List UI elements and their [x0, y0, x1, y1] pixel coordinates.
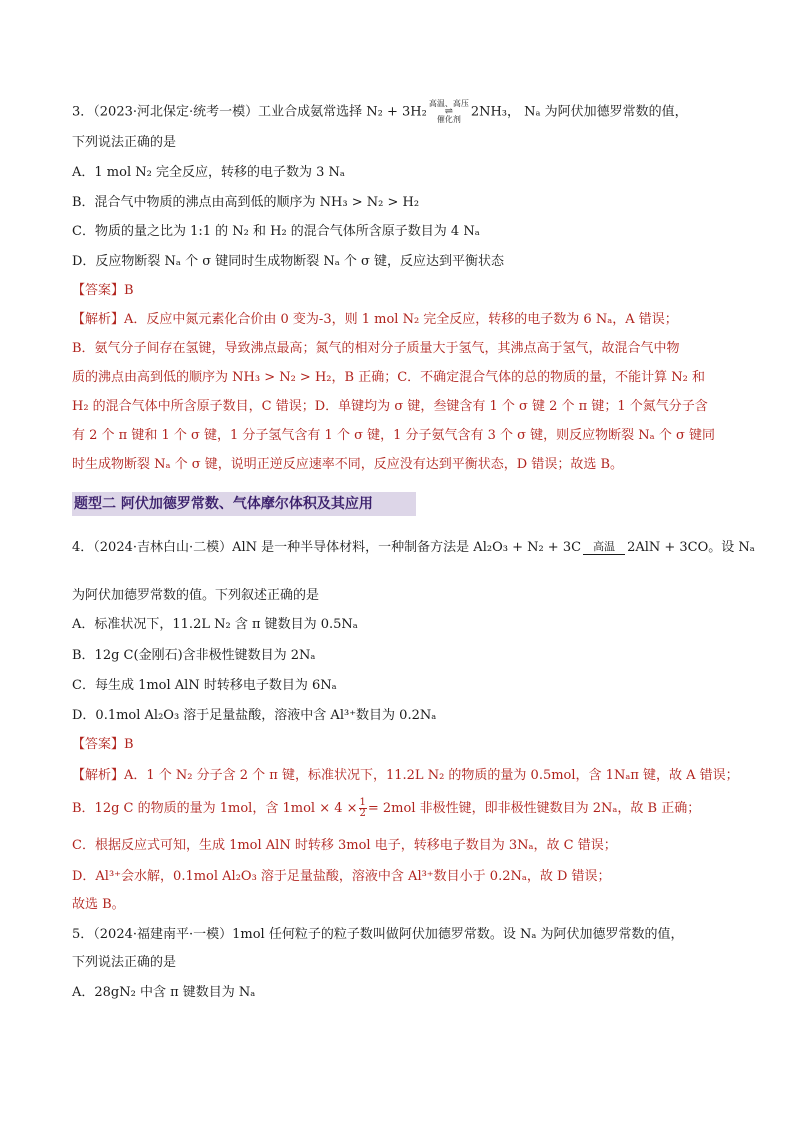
section-title: 题型二 阿伏加德罗常数、气体摩尔体积及其应用	[74, 496, 373, 512]
q3-stem-pre: 3．（2023·河北保定·统考一模）工业合成氨常选择 N₂ + 3H₂	[72, 104, 427, 120]
q4-option-a: A．标准状况下，11.2L N₂ 含 π 键数目为 0.5Nₐ	[72, 617, 358, 632]
q4-stem-line-2: 为阿伏加德罗常数的值。下列叙述正确的是	[72, 588, 320, 603]
q4-answer: 【答案】B	[72, 737, 134, 752]
q3-explanation-4: H₂ 的混合气体中所含原子数目，C 错误；D．单键均为 σ 键，叁键含有 1 个 σ 键 2 个 π 键；1 个氮气分子含	[72, 399, 708, 414]
q3-stem-line-2: 下列说法正确的是	[72, 135, 177, 150]
q4-explanation-2-post: = 2mol 非极性键，即非极性键数目为 2Nₐ，故 B 正确；	[367, 801, 701, 816]
fraction-one-half: $\frac{1}{2}$	[359, 797, 366, 819]
q4-explanation-3: C．根据反应式可知，生成 1mol AlN 时转移 3mol 电子，转移电子数目为 3Nₐ，故 C 错误；	[72, 838, 617, 853]
q4-option-d: D．0.1mol Al₂O₃ 溶于足量盐酸，溶液中含 Al³⁺数目为 0.2Nₐ	[72, 708, 437, 723]
q4-option-b: B．12g C(金刚石)含非极性键数目为 2Nₐ	[72, 648, 316, 663]
q3-option-c: C．物质的量之比为 1:1 的 N₂ 和 H₂ 的混合气体所含原子数目为 4 Nₐ	[72, 224, 480, 239]
q4-explanation-2-pre: B．12g C 的物质的量为 1mol，含 1mol × 4 ×	[72, 801, 358, 816]
reaction-condition: 高温、高压 ⇌ 催化剂	[428, 99, 469, 124]
q4-explanation-5: 故选 B。	[72, 897, 125, 912]
q4-stem-line-1	[72, 538, 755, 558]
q3-option-b: B．混合气中物质的沸点由高到低的顺序为 NH₃ > N₂ > H₂	[72, 195, 420, 210]
q4-explanation-4: D．Al³⁺会水解，0.1mol Al₂O₃ 溶于足量盐酸，溶液中含 Al³⁺数目小于 0.2Nₐ，故 D 错误；	[72, 869, 611, 884]
q4-explanation-2	[72, 798, 700, 819]
q3-explanation-1: 【解析】A．反应中氮元素化合价由 0 变为-3，则 1 mol N₂ 完全反应，转移的电子数为 6 Nₐ，A 错误；	[72, 312, 678, 327]
q3-explanation-2: B．氨气分子间存在氢键，导致沸点最高；氮气的相对分子质量大于氢气，其沸点高于氢气，故混合气中物	[72, 341, 680, 356]
q3-explanation-5: 有 2 个 π 键和 1 个 σ 键，1 分子氢气含有 1 个 σ 键，1 分子氨气含有 3 个 σ 键，则反应物断裂 Nₐ 个 σ 键同	[72, 428, 715, 443]
reaction-condition-high-temp: 高温	[583, 541, 625, 555]
equilibrium-arrow-icon: ⇌	[444, 106, 454, 117]
q3-stem-line-1	[72, 100, 688, 124]
q3-option-d: D．反应物断裂 Nₐ 个 σ 键同时生成物断裂 Nₐ 个 σ 键，反应达到平衡状态	[72, 254, 505, 269]
q3-explanation-3: 质的沸点由高到低的顺序为 NH₃ > N₂ > H₂，B 正确；C．不确定混合气体的总的物质的量，不能计算 N₂ 和	[72, 370, 705, 385]
q5-option-a: A．28gN₂ 中含 π 键数目为 Nₐ	[72, 985, 256, 1000]
q4-stem-pre: 4．（2024·吉林白山·二模）AlN 是一种半导体材料，一种制备方法是 Al₂O₃ + N₂ + 3C	[72, 540, 582, 555]
q3-answer: 【答案】B	[72, 283, 134, 298]
reaction-arrow-line	[583, 554, 625, 555]
q5-stem-line-1: 5．（2024·福建南平·一模）1mol 任何粒子的粒子数叫做阿伏加德罗常数。设 Nₐ 为阿伏加德罗常数的值，	[72, 927, 684, 942]
q3-explanation-6: 时生成物断裂 Nₐ 个 σ 键，说明正逆反应速率不同，反应没有达到平衡状态，D 错误；故选 B。	[72, 457, 624, 472]
q4-stem-post: 2AlN + 3CO。设 Nₐ	[627, 540, 755, 555]
q4-option-c: C．每生成 1mol AlN 时转移电子数目为 6Nₐ	[72, 678, 337, 693]
q5-stem-line-2: 下列说法正确的是	[72, 955, 177, 970]
q3-stem-post: 2NH₃， Nₐ 为阿伏加德罗常数的值，	[470, 104, 688, 120]
q3-option-a: A．1 mol N₂ 完全反应，转移的电子数为 3 Nₐ	[72, 165, 345, 180]
q4-explanation-1: 【解析】A．1 个 N₂ 分子含 2 个 π 键，标准状况下，11.2L N₂ 的物质的量为 0.5mol，含 1Nₐπ 键，故 A 错误；	[72, 768, 739, 783]
